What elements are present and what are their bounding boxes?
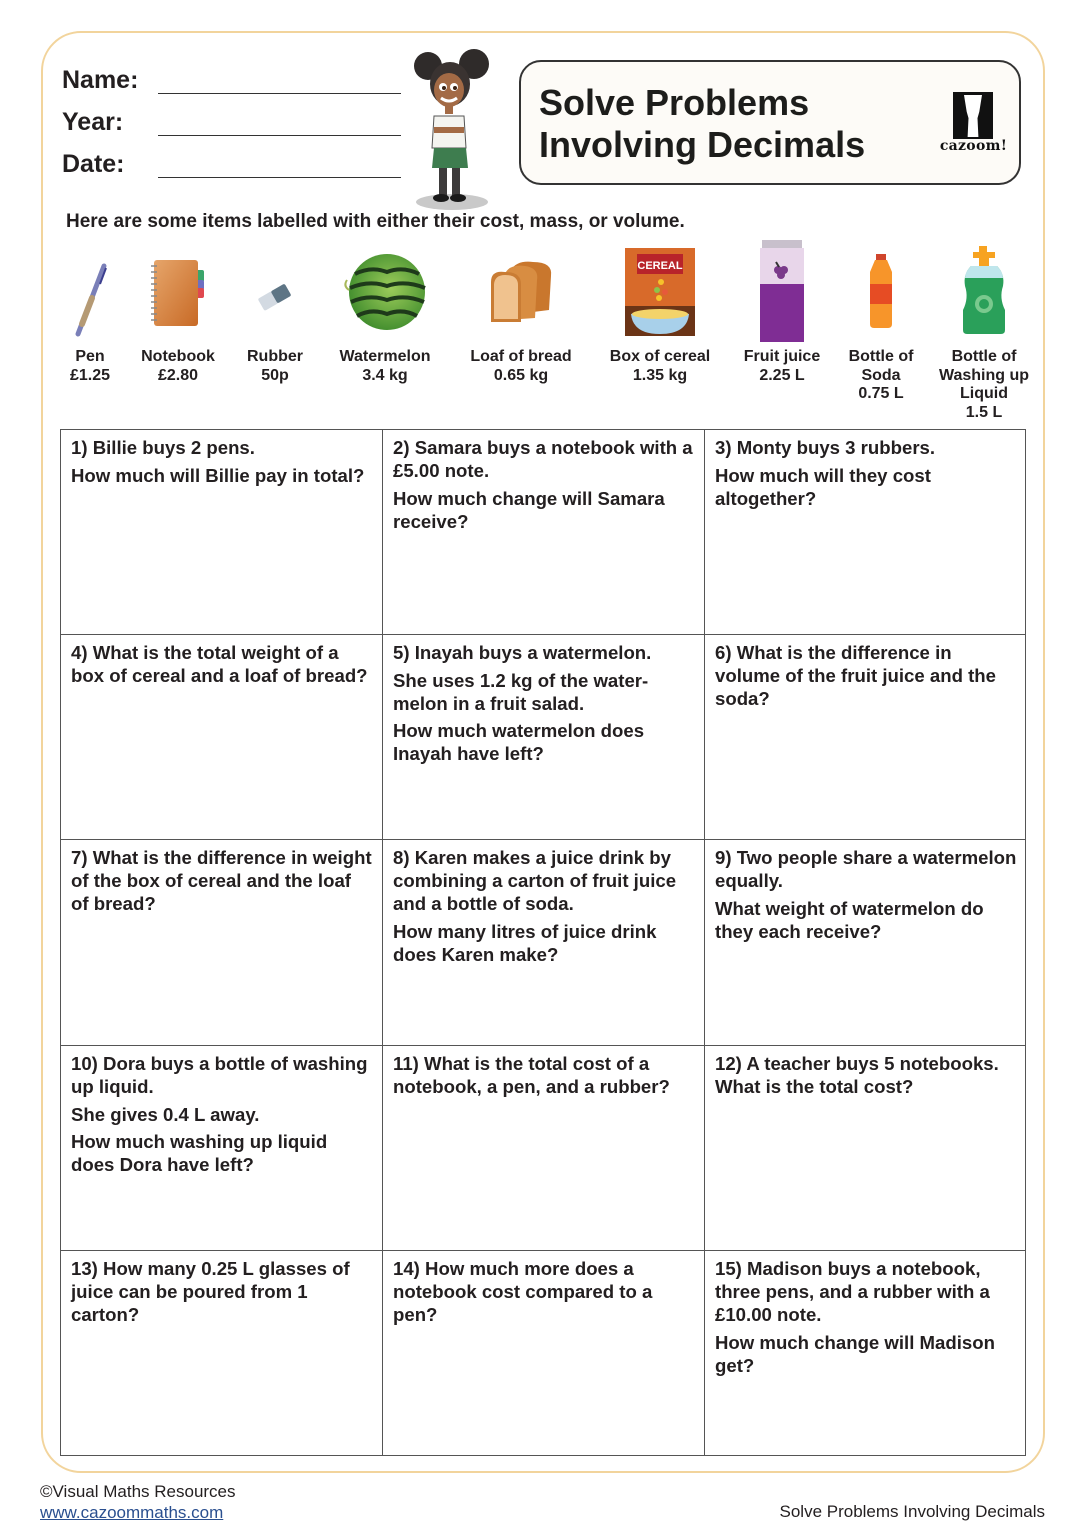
- logo-text: cazoom!: [939, 138, 1008, 154]
- item-label: Rubber 50p: [247, 348, 303, 384]
- juice-carton-icon: [760, 240, 804, 342]
- question-cell-6[interactable]: 6) What is the difference in volume of the fruit juice and the soda?: [705, 635, 1026, 840]
- worksheet-title: [539, 82, 865, 166]
- title-line-1: Solve Problems: [539, 82, 810, 123]
- item-label: Watermelon 3.4 kg: [339, 348, 431, 384]
- footer-credits: [40, 1481, 236, 1523]
- question-cell-4[interactable]: 4) What is the total weight of a box of cereal and a loaf of bread?: [61, 635, 383, 840]
- year-line[interactable]: [158, 135, 401, 136]
- question-cell-7[interactable]: 7) What is the difference in weight of the box of cereal and the loaf of bread?: [61, 840, 383, 1046]
- question-cell-13[interactable]: 13) How many 0.25 L glasses of juice can be poured from 1 carton?: [61, 1251, 383, 1455]
- washing-up-liquid-icon: [959, 246, 1009, 336]
- date-label: Date:: [62, 150, 125, 178]
- question-cell-11[interactable]: 11) What is the total cost of a notebook, a pen, and a rubber?: [383, 1046, 705, 1251]
- bread-icon: [487, 260, 555, 324]
- question-cell-14[interactable]: 14) How much more does a notebook cost compared to a pen?: [383, 1251, 705, 1455]
- question-cell-8[interactable]: 8) Karen makes a juice drink by combining a carton of fruit juice and a bottle of soda. How many litres of juice drink does Karen make?: [383, 840, 705, 1046]
- item-label: Pen £1.25: [69, 348, 111, 384]
- cazoom-logo: [936, 92, 1011, 157]
- footer-worksheet-title: Solve Problems Involving Decimals: [779, 1502, 1045, 1521]
- question-cell-5[interactable]: 5) Inayah buys a watermelon. She uses 1.2 kg of the water-melon in a fruit salad. How much watermelon does Inayah have left?: [383, 635, 705, 840]
- item-label: Fruit juice 2.25 L: [743, 348, 821, 384]
- question-cell-10[interactable]: 10) Dora buys a bottle of washing up liquid. She gives 0.4 L away. How much washing up liquid does Dora have left?: [61, 1046, 383, 1251]
- copyright-text: ©Visual Maths Resources: [40, 1482, 236, 1501]
- question-cell-12[interactable]: 12) A teacher buys 5 notebooks. What is the total cost?: [705, 1046, 1026, 1251]
- item-label: Notebook £2.80: [141, 348, 215, 384]
- question-cell-9[interactable]: 9) Two people share a watermelon equally. What weight of watermelon do they each receive?: [705, 840, 1026, 1046]
- watermelon-icon: [341, 252, 429, 332]
- items-row: [0, 240, 1086, 425]
- instructions: Here are some items labelled with either their cost, mass, or volume.: [66, 211, 685, 232]
- cereal-box-icon: [625, 248, 695, 336]
- question-cell-3[interactable]: 3) Monty buys 3 rubbers. How much will they cost altogether?: [705, 430, 1026, 635]
- notebook-icon: [150, 258, 208, 330]
- item-label: Bottle of Soda 0.75 L: [848, 348, 914, 402]
- questions-grid: [60, 429, 1026, 1456]
- name-field[interactable]: [62, 66, 158, 95]
- question-cell-15[interactable]: 15) Madison buys a notebook, three pens, and a rubber with a £10.00 note. How much change will Madison get?: [715, 1258, 995, 1376]
- question-cell-1[interactable]: 1) Billie buys 2 pens. How much will Billie pay in total?: [61, 430, 383, 635]
- title-line-2: Involving Decimals: [539, 124, 866, 165]
- year-label: Year:: [62, 108, 124, 136]
- rubber-icon: [257, 280, 293, 314]
- svg-text:CEREAL: CEREAL: [637, 260, 683, 272]
- name-label: Name:: [62, 66, 139, 94]
- website-link[interactable]: www.cazoommaths.com: [40, 1503, 224, 1522]
- item-label: Bottle of Washing up Liquid 1.5 L: [938, 348, 1030, 421]
- soda-bottle-icon: [866, 254, 896, 328]
- item-label: Box of cereal 1.35 kg: [609, 348, 711, 384]
- date-field[interactable]: [62, 150, 158, 179]
- name-line[interactable]: [158, 93, 401, 94]
- item-label: Loaf of bread 0.65 kg: [470, 348, 572, 384]
- date-line[interactable]: [158, 177, 401, 178]
- worksheet-title-box: [519, 60, 1021, 185]
- question-cell-2[interactable]: 2) Samara buys a notebook with a £5.00 note. How much change will Samara receive?: [383, 430, 705, 635]
- girl-character-illustration: [412, 44, 492, 212]
- drum-icon: [953, 92, 993, 139]
- pen-icon: [70, 260, 110, 342]
- year-field[interactable]: [62, 108, 158, 137]
